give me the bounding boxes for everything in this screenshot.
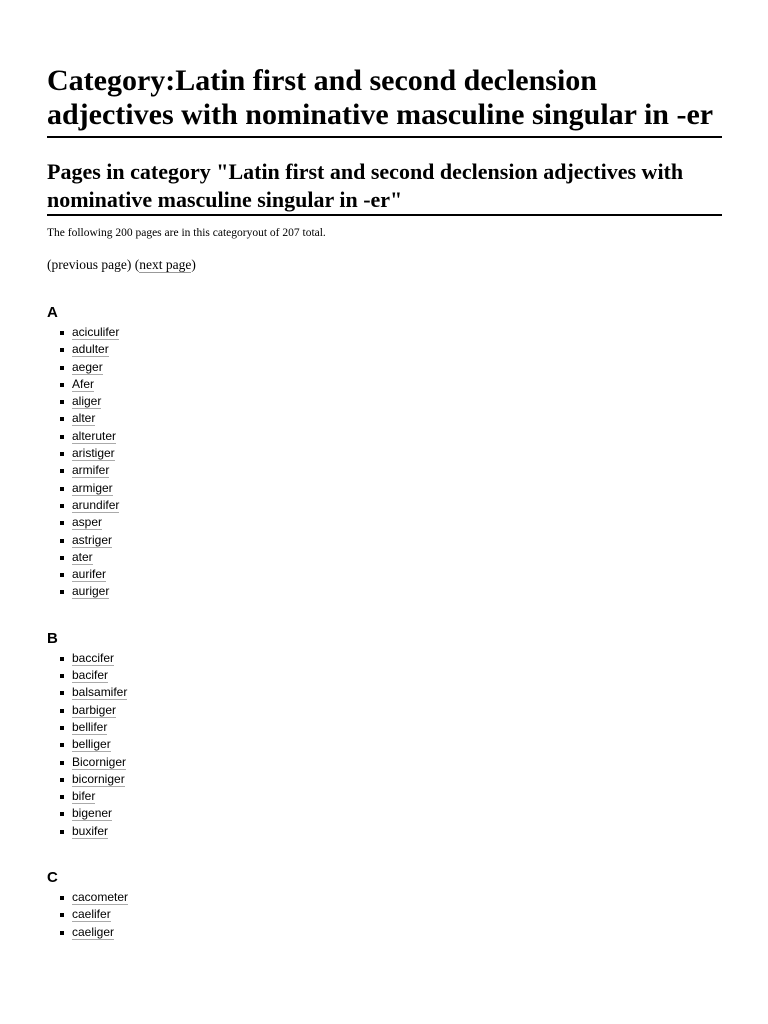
section-title: Pages in category "Latin first and second declension adjectives with nominative masculine singular in -er" [47, 158, 722, 216]
page-link[interactable]: aliger [72, 394, 102, 409]
page-link[interactable]: alteruter [72, 428, 117, 443]
list-item [72, 497, 722, 514]
page-link[interactable]: barbiger [72, 702, 117, 717]
page-link[interactable]: arundifer [72, 497, 120, 512]
group-letter-c: C [47, 869, 58, 887]
list-item [72, 324, 722, 341]
page-link[interactable]: baccifer [72, 650, 115, 665]
list-item [72, 702, 722, 719]
page-list-b [47, 650, 722, 840]
page-list-a [47, 324, 722, 601]
list-item [72, 805, 722, 822]
list-item [72, 462, 722, 479]
letter-group-b [47, 630, 722, 840]
list-item [72, 445, 722, 462]
page-link[interactable]: armifer [72, 463, 110, 478]
page-link[interactable]: aristiger [72, 446, 115, 461]
list-item [72, 393, 722, 410]
page-list-c [47, 889, 722, 941]
page-link[interactable]: caeliger [72, 924, 115, 939]
list-item [72, 532, 722, 549]
letter-group-c [47, 869, 722, 941]
category-summary: The following 200 pages are in this categoryout of 207 total. [47, 227, 326, 239]
close-paren: ) [191, 257, 196, 272]
previous-page-text: (previous page) [47, 257, 132, 272]
page-link[interactable]: aeger [72, 359, 103, 374]
list-item [72, 889, 722, 906]
list-item [72, 359, 722, 376]
page-link[interactable]: balsamifer [72, 685, 128, 700]
group-letter-a: A [47, 304, 58, 321]
list-item [72, 667, 722, 684]
list-item [72, 376, 722, 393]
page-link[interactable]: bellifer [72, 719, 108, 734]
list-item [72, 924, 722, 941]
page-link[interactable]: Afer [72, 376, 95, 391]
page-link[interactable]: cacometer [72, 890, 129, 905]
page-link[interactable]: ater [72, 549, 93, 564]
list-item [72, 480, 722, 497]
list-item [72, 684, 722, 701]
page-link[interactable]: bifer [72, 789, 96, 804]
page-link[interactable]: belliger [72, 737, 111, 752]
page-link[interactable]: Bicorniger [72, 754, 127, 769]
page-link[interactable]: aurifer [72, 567, 107, 582]
open-paren: ( [134, 257, 140, 272]
list-item [72, 823, 722, 840]
page-title: Category:Latin first and second declension adjectives with nominative masculine singular in -er [47, 0, 722, 138]
list-item [72, 428, 722, 445]
page-link[interactable]: armiger [72, 480, 113, 495]
page-link[interactable]: astriger [72, 532, 113, 547]
list-item [72, 788, 722, 805]
next-page-link[interactable]: next page [139, 257, 192, 272]
letter-group-a [47, 304, 722, 601]
list-item [72, 583, 722, 600]
page-link[interactable]: auriger [72, 584, 110, 599]
page-link[interactable]: aciculifer [72, 325, 120, 339]
group-letter-b: B [47, 629, 58, 647]
list-item [72, 719, 722, 736]
list-item [72, 906, 722, 923]
page-link[interactable]: bicorniger [72, 771, 125, 786]
list-item [72, 771, 722, 788]
page-link[interactable]: caelifer [72, 907, 111, 922]
page-link[interactable]: bigener [72, 806, 113, 821]
page-link[interactable]: alter [72, 411, 96, 426]
pagination-nav [47, 256, 722, 274]
list-item [72, 736, 722, 753]
page-link[interactable]: bacifer [72, 668, 109, 683]
list-item [72, 549, 722, 566]
page-link[interactable]: adulter [72, 342, 109, 357]
list-item [72, 341, 722, 358]
list-item [72, 754, 722, 771]
list-item [72, 410, 722, 427]
page-link[interactable]: asper [72, 515, 103, 530]
page-link[interactable]: buxifer [72, 823, 109, 838]
list-item [72, 514, 722, 531]
list-item [72, 650, 722, 667]
list-item [72, 566, 722, 583]
